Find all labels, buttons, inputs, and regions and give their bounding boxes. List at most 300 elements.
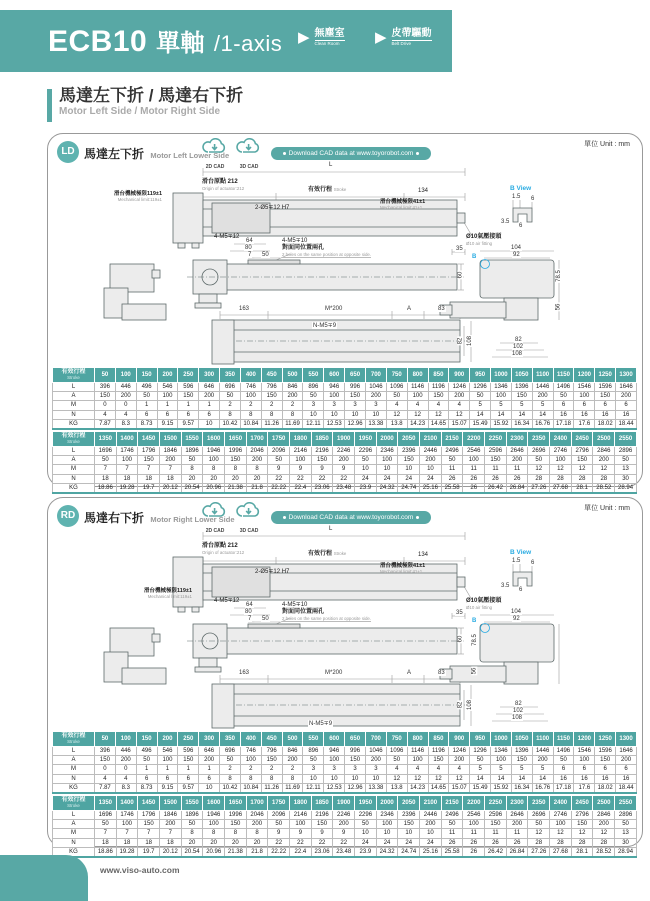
table-cell: 50 bbox=[441, 820, 463, 829]
table-cell: 6 bbox=[595, 765, 616, 774]
table-cell: 20.54 bbox=[181, 847, 203, 857]
table-cell: 18 bbox=[160, 474, 182, 483]
table-cell: 8 bbox=[240, 774, 261, 783]
product-banner bbox=[0, 10, 452, 72]
stroke-value-header: 2050 bbox=[398, 796, 420, 811]
table-cell: 1146 bbox=[407, 747, 428, 756]
table-cell: 150 bbox=[398, 456, 420, 465]
table-cell: 14.23 bbox=[407, 783, 428, 793]
table-cell: 1796 bbox=[138, 811, 160, 820]
table-cell: 20 bbox=[203, 838, 225, 847]
dim-92: 92 bbox=[513, 252, 520, 258]
table-cell: 150 bbox=[485, 456, 507, 465]
table-cell: 10.42 bbox=[220, 419, 241, 429]
table-cell: 7.87 bbox=[95, 783, 116, 793]
table-cell: 10 bbox=[398, 829, 420, 838]
table-cell: 27.68 bbox=[550, 483, 572, 493]
table-cell: 100 bbox=[491, 756, 512, 765]
stroke-value-header: 1200 bbox=[574, 732, 595, 747]
table-cell: 200 bbox=[199, 392, 220, 401]
table-row bbox=[53, 765, 637, 774]
stroke-value-header: 2250 bbox=[485, 796, 507, 811]
label-n-m5-9: N-M5∓9 bbox=[309, 721, 333, 727]
table-cell: 5 bbox=[491, 765, 512, 774]
table-cell: 9 bbox=[268, 465, 290, 474]
table-cell: 27.68 bbox=[550, 847, 572, 857]
table-cell: 8.3 bbox=[115, 783, 136, 793]
table-cell: 3 bbox=[324, 401, 345, 410]
table-cell: 11 bbox=[463, 829, 485, 838]
stroke-value-header: 1900 bbox=[333, 432, 355, 447]
table-cell: 1546 bbox=[574, 747, 595, 756]
table-row bbox=[53, 838, 637, 847]
stroke-value-header: 1350 bbox=[95, 432, 117, 447]
table-cell: 30 bbox=[615, 838, 637, 847]
table-cell: 150 bbox=[178, 392, 199, 401]
table-cell: 946 bbox=[324, 383, 345, 392]
table-cell: 846 bbox=[282, 383, 303, 392]
table-cell: 1546 bbox=[574, 383, 595, 392]
stroke-value-header: 1650 bbox=[225, 796, 247, 811]
table-row bbox=[53, 829, 637, 838]
table-cell: 50 bbox=[528, 820, 550, 829]
stroke-header-cell: 有效行程 Stroke bbox=[53, 432, 95, 447]
table-cell: 6 bbox=[157, 774, 178, 783]
table-cell: 200 bbox=[420, 456, 442, 465]
table-cell: 50 bbox=[470, 756, 491, 765]
table-cell: 12 bbox=[571, 465, 593, 474]
stroke-value-header: 650 bbox=[345, 368, 366, 383]
dim-83: 83 bbox=[438, 306, 445, 312]
table-cell: 5 bbox=[511, 765, 532, 774]
table-cell: 746 bbox=[240, 747, 261, 756]
stroke-tables bbox=[52, 731, 637, 859]
table-cell: 22.22 bbox=[268, 847, 290, 857]
table-cell: 996 bbox=[345, 383, 366, 392]
table-cell: 2796 bbox=[571, 447, 593, 456]
cloud-download-icon bbox=[201, 138, 229, 155]
table-cell: 1596 bbox=[595, 383, 616, 392]
table-cell: 8 bbox=[220, 410, 241, 419]
table-cell: 746 bbox=[240, 383, 261, 392]
table-cell: 50 bbox=[553, 392, 574, 401]
row-label: KG bbox=[53, 483, 95, 493]
table-cell: 26 bbox=[485, 838, 507, 847]
table-cell: 0 bbox=[95, 765, 116, 774]
table-cell: 50 bbox=[136, 756, 157, 765]
dim-82: 82 bbox=[457, 701, 464, 709]
table-cell: 8 bbox=[181, 465, 203, 474]
table-cell: 4 bbox=[386, 765, 407, 774]
stroke-value-header: 600 bbox=[324, 368, 345, 383]
table-cell: 16 bbox=[616, 410, 637, 419]
badge-belt-drive-zh: 皮帶驅動 bbox=[391, 28, 432, 39]
row-label: A bbox=[53, 392, 95, 401]
stroke-value-header: 100 bbox=[115, 368, 136, 383]
dim-78-5: 78.5 bbox=[555, 270, 562, 282]
stroke-value-header: 2450 bbox=[571, 796, 593, 811]
table-cell: 24.74 bbox=[398, 847, 420, 857]
table-cell: 50 bbox=[136, 392, 157, 401]
stroke-value-header: 2100 bbox=[420, 432, 442, 447]
table-cell: 100 bbox=[574, 392, 595, 401]
table-cell: 2896 bbox=[615, 447, 637, 456]
table-cell: 2 bbox=[220, 401, 241, 410]
dim-102: 102 bbox=[513, 708, 524, 714]
dot-icon bbox=[416, 152, 419, 155]
table-cell: 8 bbox=[240, 410, 261, 419]
stroke-value-header: 900 bbox=[449, 368, 470, 383]
table-cell: 2346 bbox=[376, 447, 398, 456]
table-cell: 28 bbox=[571, 838, 593, 847]
table-cell: 7 bbox=[138, 465, 160, 474]
stroke-value-header: 2500 bbox=[593, 432, 615, 447]
table-cell: 22 bbox=[311, 838, 333, 847]
table-cell: 100 bbox=[290, 456, 312, 465]
table-cell: 846 bbox=[282, 747, 303, 756]
stroke-value-header: 2200 bbox=[463, 796, 485, 811]
table-cell: 546 bbox=[157, 747, 178, 756]
stroke-value-header: 1050 bbox=[511, 732, 532, 747]
table-cell: 28 bbox=[593, 474, 615, 483]
table-cell: 10 bbox=[398, 465, 420, 474]
table-cell: 12.53 bbox=[324, 783, 345, 793]
table-cell: 14 bbox=[470, 774, 491, 783]
table-cell: 20.12 bbox=[160, 483, 182, 493]
row-label: L bbox=[53, 447, 95, 456]
table-cell: 21.8 bbox=[246, 847, 268, 857]
stroke-value-header: 1350 bbox=[95, 796, 117, 811]
table-cell: 1796 bbox=[138, 447, 160, 456]
table-cell: 6 bbox=[178, 410, 199, 419]
table-cell: 200 bbox=[506, 456, 528, 465]
table-cell: 27.26 bbox=[528, 847, 550, 857]
row-label: L bbox=[53, 383, 95, 392]
table-cell: 21.8 bbox=[246, 483, 268, 493]
stroke-value-header: 150 bbox=[136, 732, 157, 747]
table-cell: 2746 bbox=[550, 447, 572, 456]
table-cell: 1646 bbox=[616, 747, 637, 756]
table-cell: 150 bbox=[225, 456, 247, 465]
stroke-value-header: 900 bbox=[449, 732, 470, 747]
dim-6: 6 bbox=[519, 587, 523, 593]
table-cell: 2096 bbox=[268, 811, 290, 820]
stroke-value-header: 1700 bbox=[246, 432, 268, 447]
dim-50: 50 bbox=[262, 616, 269, 622]
table-cell: 26 bbox=[506, 474, 528, 483]
dim-134: 134 bbox=[418, 188, 429, 194]
dim-134: 134 bbox=[418, 552, 429, 558]
table-cell: 28.1 bbox=[571, 483, 593, 493]
stroke-header-cell: 有效行程 Stroke bbox=[53, 732, 95, 747]
dim-82: 82 bbox=[457, 337, 464, 345]
footer-tab bbox=[0, 855, 88, 901]
table-cell: 496 bbox=[136, 747, 157, 756]
stroke-value-header: 1950 bbox=[355, 796, 377, 811]
section-heading bbox=[47, 87, 243, 117]
table-cell: 2696 bbox=[528, 447, 550, 456]
cad-2d-label: 2D CAD bbox=[205, 528, 225, 534]
table-cell: 10 bbox=[303, 774, 324, 783]
table-cell: 6 bbox=[136, 410, 157, 419]
label-b-marker: B bbox=[472, 254, 477, 260]
table-cell: 946 bbox=[324, 747, 345, 756]
table-cell: 8 bbox=[181, 829, 203, 838]
table-cell: 2 bbox=[240, 765, 261, 774]
table-cell: 200 bbox=[333, 456, 355, 465]
table-cell: 28 bbox=[571, 474, 593, 483]
table-cell: 27.26 bbox=[528, 483, 550, 493]
stroke-value-header: 500 bbox=[282, 732, 303, 747]
stroke-value-header: 750 bbox=[386, 368, 407, 383]
table-cell: 150 bbox=[138, 456, 160, 465]
row-label: M bbox=[53, 765, 95, 774]
table-cell: 9.15 bbox=[157, 783, 178, 793]
label-mech-limit-119: 滑台機械極限119±1 Mechanical limit:119±1 bbox=[144, 588, 192, 600]
table-cell: 22.22 bbox=[268, 483, 290, 493]
table-cell: 28.52 bbox=[593, 847, 615, 857]
table-cell: 100 bbox=[324, 392, 345, 401]
table-cell: 5 bbox=[511, 401, 532, 410]
arrow-right-icon: ▶ bbox=[298, 29, 310, 47]
label-mech-limit-41: 滑台機械極限41±1 Mechanical limit:41±1 bbox=[380, 563, 426, 575]
table-cell: 20 bbox=[181, 474, 203, 483]
table-cell: 23.06 bbox=[311, 847, 333, 857]
table-cell: 10 bbox=[355, 465, 377, 474]
label-stroke: 有效行程 Stroke bbox=[308, 551, 347, 557]
product-model: ECB10 bbox=[48, 25, 148, 58]
table-cell: 11 bbox=[463, 465, 485, 474]
table-cell: 1446 bbox=[532, 383, 553, 392]
label-mech-limit-119: 滑台機械極限119±1 Mechanical limit:119±1 bbox=[114, 191, 162, 203]
table-cell: 2446 bbox=[420, 447, 442, 456]
table-row bbox=[53, 410, 637, 419]
table-cell: 200 bbox=[115, 392, 136, 401]
table-cell: 150 bbox=[345, 392, 366, 401]
stroke-value-header: 1300 bbox=[616, 368, 637, 383]
table-cell: 16 bbox=[595, 410, 616, 419]
table-cell: 11.69 bbox=[282, 783, 303, 793]
stroke-value-header: 450 bbox=[261, 368, 282, 383]
table-cell: 24 bbox=[420, 838, 442, 847]
table-cell: 200 bbox=[506, 820, 528, 829]
table-cell: 50 bbox=[181, 456, 203, 465]
table-cell: 50 bbox=[220, 392, 241, 401]
table-cell: 18.86 bbox=[95, 483, 117, 493]
table-cell: 14 bbox=[511, 410, 532, 419]
table-cell: 896 bbox=[303, 383, 324, 392]
table-cell: 28 bbox=[550, 838, 572, 847]
label-origin: 滑台原點 212 Origin of actuator:212 bbox=[202, 179, 245, 191]
table-cell: 26.84 bbox=[506, 483, 528, 493]
table-cell: 1196 bbox=[428, 383, 449, 392]
table-cell: 7 bbox=[116, 465, 138, 474]
table-cell: 9.15 bbox=[157, 419, 178, 429]
table-cell: 150 bbox=[595, 392, 616, 401]
table-cell: 28 bbox=[528, 838, 550, 847]
table-cell: 9 bbox=[333, 465, 355, 474]
table-cell: 20 bbox=[181, 838, 203, 847]
table-cell: 10 bbox=[199, 419, 220, 429]
product-title bbox=[48, 23, 282, 59]
dim-overall-length: L bbox=[329, 526, 333, 532]
table-cell: 200 bbox=[532, 392, 553, 401]
table-cell: 1696 bbox=[95, 447, 117, 456]
download-cad-button[interactable] bbox=[271, 511, 431, 524]
dim-82: 82 bbox=[515, 337, 522, 343]
stroke-value-header: 100 bbox=[115, 732, 136, 747]
table-cell: 200 bbox=[593, 456, 615, 465]
stroke-value-header: 1800 bbox=[290, 796, 312, 811]
table-row bbox=[53, 783, 637, 793]
table-cell: 1446 bbox=[532, 747, 553, 756]
table-cell: 18 bbox=[138, 474, 160, 483]
section-title-en: Motor Left Side / Motor Right Side bbox=[59, 105, 221, 117]
panel-motor-right-lower bbox=[47, 497, 643, 855]
table-cell: 200 bbox=[420, 820, 442, 829]
table-cell: 2896 bbox=[615, 811, 637, 820]
dim-82: 82 bbox=[515, 701, 522, 707]
unit-label: 單位 Unit : mm bbox=[584, 505, 630, 512]
table-row bbox=[53, 447, 637, 456]
table-cell: 9 bbox=[290, 465, 312, 474]
table-cell: 1696 bbox=[95, 811, 117, 820]
table-cell: 4 bbox=[449, 401, 470, 410]
table-cell: 8 bbox=[203, 465, 225, 474]
table-cell: 12 bbox=[449, 774, 470, 783]
table-cell: 150 bbox=[225, 820, 247, 829]
stroke-value-header: 250 bbox=[178, 732, 199, 747]
table-cell: 22 bbox=[333, 838, 355, 847]
table-cell: 4 bbox=[115, 410, 136, 419]
arrow-right-icon: ▶ bbox=[375, 29, 387, 47]
table-cell: 14 bbox=[532, 410, 553, 419]
table-cell: 24 bbox=[420, 474, 442, 483]
table-cell: 2446 bbox=[420, 811, 442, 820]
table-cell: 26.84 bbox=[506, 847, 528, 857]
badge-clean-room bbox=[298, 28, 345, 47]
table-cell: 150 bbox=[261, 756, 282, 765]
product-subtitle-zh: 單軸 bbox=[156, 30, 206, 57]
table-row bbox=[53, 401, 637, 410]
table-cell: 24 bbox=[355, 838, 377, 847]
table-cell: 9 bbox=[268, 829, 290, 838]
stroke-value-header: 950 bbox=[470, 732, 491, 747]
table-cell: 50 bbox=[268, 820, 290, 829]
dim-83: 83 bbox=[438, 670, 445, 676]
table-cell: 20.96 bbox=[203, 847, 225, 857]
table-cell: 5 bbox=[532, 765, 553, 774]
table-cell: 1496 bbox=[553, 383, 574, 392]
table-cell: 26 bbox=[463, 838, 485, 847]
stroke-value-header: 2250 bbox=[485, 432, 507, 447]
technical-drawing bbox=[52, 524, 637, 730]
table-cell: 13.8 bbox=[386, 783, 407, 793]
table-cell: 12.11 bbox=[303, 419, 324, 429]
table-cell: 5 bbox=[470, 765, 491, 774]
row-label: KG bbox=[53, 783, 95, 793]
dim-64: 64 bbox=[246, 602, 253, 608]
table-cell: 2246 bbox=[333, 447, 355, 456]
stroke-value-header: 1500 bbox=[160, 432, 182, 447]
table-cell: 1896 bbox=[181, 811, 203, 820]
table-cell: 200 bbox=[282, 392, 303, 401]
table-cell: 4 bbox=[386, 401, 407, 410]
stroke-value-header: 1400 bbox=[116, 432, 138, 447]
table-cell: 6 bbox=[616, 401, 637, 410]
cad-3d-label: 3D CAD bbox=[239, 164, 259, 170]
dot-icon bbox=[283, 516, 286, 519]
table-cell: 100 bbox=[407, 392, 428, 401]
table-cell: 24.74 bbox=[398, 483, 420, 493]
table-cell: 16.76 bbox=[532, 419, 553, 429]
table-cell: 2496 bbox=[441, 811, 463, 820]
table-row bbox=[53, 383, 637, 392]
section-title-zh: 馬達左下折 / 馬達右下折 bbox=[59, 86, 244, 105]
dim-m200: M*200 bbox=[325, 670, 343, 676]
table-cell: 1 bbox=[178, 401, 199, 410]
stroke-value-header: 2000 bbox=[376, 796, 398, 811]
table-cell: 4 bbox=[449, 765, 470, 774]
dim-56: 56 bbox=[555, 303, 562, 311]
table-cell: 1996 bbox=[225, 447, 247, 456]
table-cell: 100 bbox=[550, 456, 572, 465]
stroke-header-cell: 有效行程 Stroke bbox=[53, 796, 95, 811]
table-cell: 7.87 bbox=[95, 419, 116, 429]
table-cell: 23.06 bbox=[311, 483, 333, 493]
download-cad-button[interactable] bbox=[271, 147, 431, 160]
table-cell: 18 bbox=[95, 474, 117, 483]
stroke-value-header: 250 bbox=[178, 368, 199, 383]
stroke-value-header: 1100 bbox=[532, 732, 553, 747]
label-stroke: 有效行程 Stroke bbox=[308, 187, 347, 193]
table-cell: 1 bbox=[199, 401, 220, 410]
table-cell: 1146 bbox=[407, 383, 428, 392]
dim-56: 56 bbox=[471, 667, 478, 675]
table-cell: 26 bbox=[485, 474, 507, 483]
table-cell: 16.76 bbox=[532, 783, 553, 793]
table-row bbox=[53, 392, 637, 401]
table-cell: 26.42 bbox=[485, 847, 507, 857]
table-cell: 17.18 bbox=[553, 419, 574, 429]
table-cell: 646 bbox=[199, 383, 220, 392]
table-cell: 100 bbox=[290, 820, 312, 829]
table-cell: 9.57 bbox=[178, 419, 199, 429]
table-cell: 100 bbox=[324, 756, 345, 765]
table-cell: 4 bbox=[115, 774, 136, 783]
table-cell: 496 bbox=[136, 383, 157, 392]
table-cell: 100 bbox=[116, 456, 138, 465]
table-cell: 11 bbox=[441, 465, 463, 474]
table-cell: 2846 bbox=[593, 447, 615, 456]
table-cell: 6 bbox=[553, 765, 574, 774]
table-cell: 5 bbox=[532, 401, 553, 410]
dim-104: 104 bbox=[511, 245, 522, 251]
table-cell: 13 bbox=[615, 829, 637, 838]
table-cell: 3 bbox=[303, 765, 324, 774]
stroke-table-band2 bbox=[52, 795, 637, 858]
footer-url[interactable]: www.viso-auto.com bbox=[100, 865, 180, 875]
table-cell: 23.48 bbox=[333, 483, 355, 493]
stroke-value-header: 800 bbox=[407, 368, 428, 383]
stroke-value-header: 1750 bbox=[268, 796, 290, 811]
dim-50: 50 bbox=[262, 252, 269, 258]
stroke-value-header: 150 bbox=[136, 368, 157, 383]
dim-78-5: 78.5 bbox=[471, 634, 478, 646]
dim-3-5: 3.5 bbox=[501, 219, 510, 225]
table-cell: 596 bbox=[178, 383, 199, 392]
row-label: N bbox=[53, 774, 95, 783]
